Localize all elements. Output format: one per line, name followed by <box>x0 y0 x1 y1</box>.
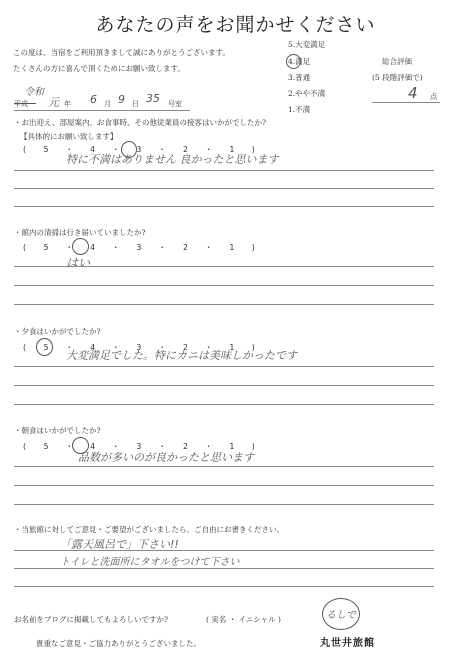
overall-unit: 点 <box>430 92 438 101</box>
thanks-text: 貴重なご意見・ご協力ありがとうございました。 <box>36 639 201 648</box>
blog-permission-options: ( 実名 ・ イニシャル ) <box>206 615 281 624</box>
q3-line-3 <box>14 404 434 405</box>
feedback-answer-line-2: トイレと洗面所にタオルをつけて下さい <box>60 557 240 568</box>
overall-score: 4 <box>408 84 418 102</box>
page-title: あなたの声をお聞かせください <box>95 14 376 36</box>
question-4-answer: 品数が多いのが良かったと思います <box>78 451 254 464</box>
q3-line-1 <box>14 366 434 367</box>
q4-line-3 <box>14 504 434 505</box>
question-1-answer: 特に不満はありません 良かったと思います <box>66 153 279 166</box>
question-3-answer: 大変満足でした。特にカニは美味しかったです <box>66 349 297 362</box>
q2-line-1 <box>14 266 434 267</box>
feedback-answer-line-1: 「露天風呂で」下さい!! <box>60 538 179 551</box>
day-handwritten: 9 <box>118 93 125 106</box>
scale-item-4: 4.満足 <box>288 57 311 66</box>
overall-sublabel: (5 段階評価で) <box>372 73 423 82</box>
era-strikethrough <box>14 103 36 104</box>
intro-line-2: たくさんの方に喜んで頂くためにお願い致します。 <box>13 64 185 73</box>
question-4: ・朝食はいかがでしたか? <box>14 426 101 435</box>
handwritten-name: るしで <box>326 610 356 621</box>
era-handwritten: 令和 <box>24 87 44 98</box>
feedback-line-1 <box>14 550 434 551</box>
feedback-prompt: ・当旅館に対してご意見・ご要望がございましたら、ご自由にお書きください。 <box>14 525 284 534</box>
feedback-line-2 <box>14 568 434 569</box>
scale-item-1: 1.不満 <box>288 105 311 114</box>
overall-label: 総合評価 <box>382 57 412 66</box>
question-1-rating: ( 5 ・ 4 ・ 3 ・ 2 ・ 1 ) <box>22 145 262 154</box>
question-3: ・夕食はいかがでしたか? <box>14 327 101 336</box>
q4-line-2 <box>14 485 434 486</box>
month-label: 月 <box>104 100 111 108</box>
year-handwritten: 元 <box>48 96 59 109</box>
q4-line-1 <box>14 466 434 467</box>
q3-line-2 <box>14 385 434 386</box>
blog-permission-question: お名前をブログに掲載してもよろしいですか? <box>14 615 169 624</box>
q2-rating-4-circle <box>72 238 89 255</box>
scale-4-circle-mark <box>286 54 301 69</box>
date-underline <box>14 110 190 111</box>
question-2-rating: ( 5 ・ 4 ・ 3 ・ 2 ・ 1 ) <box>22 243 262 252</box>
day-label: 日 <box>132 100 139 108</box>
question-4-rating: ( 5 ・ 4 ・ 3 ・ 2 ・ 1 ) <box>22 442 262 451</box>
scale-item-5: 5.大変満足 <box>288 40 326 49</box>
year-label: 年 <box>64 100 71 108</box>
q3-rating-5-circle <box>36 338 53 356</box>
scale-item-3: 3.普通 <box>288 73 311 82</box>
feedback-line-3 <box>14 586 434 587</box>
q1-line-2 <box>14 188 434 189</box>
q1-line-3 <box>14 206 434 207</box>
question-1-detail: 【具体的にお願い致します】 <box>20 132 118 141</box>
question-1: ・お出迎え、部屋案内、お食事時、その他従業員の接客はいかがでしたか? <box>14 118 266 127</box>
question-2: ・館内の清掃は行き届いていましたか? <box>14 228 146 237</box>
intro-line-1: この度は、当宿をご利用頂きまして誠にありがとうございます。 <box>13 48 230 57</box>
era-printed: 平成 <box>14 100 28 108</box>
question-2-answer: はい <box>66 256 91 270</box>
question-3-rating: ( 5 ・ 4 ・ 3 ・ 2 ・ 1 ) <box>22 343 262 352</box>
inn-name: 丸世井旅館 <box>320 638 375 649</box>
month-handwritten: 6 <box>90 93 97 106</box>
q2-line-3 <box>14 304 434 305</box>
overall-underline <box>372 102 440 103</box>
room-label: 号室 <box>168 100 182 108</box>
q2-line-2 <box>14 285 434 286</box>
q1-line-1 <box>14 170 434 171</box>
room-handwritten: 35 <box>146 92 160 105</box>
scale-item-2: 2.やや不満 <box>288 89 326 98</box>
